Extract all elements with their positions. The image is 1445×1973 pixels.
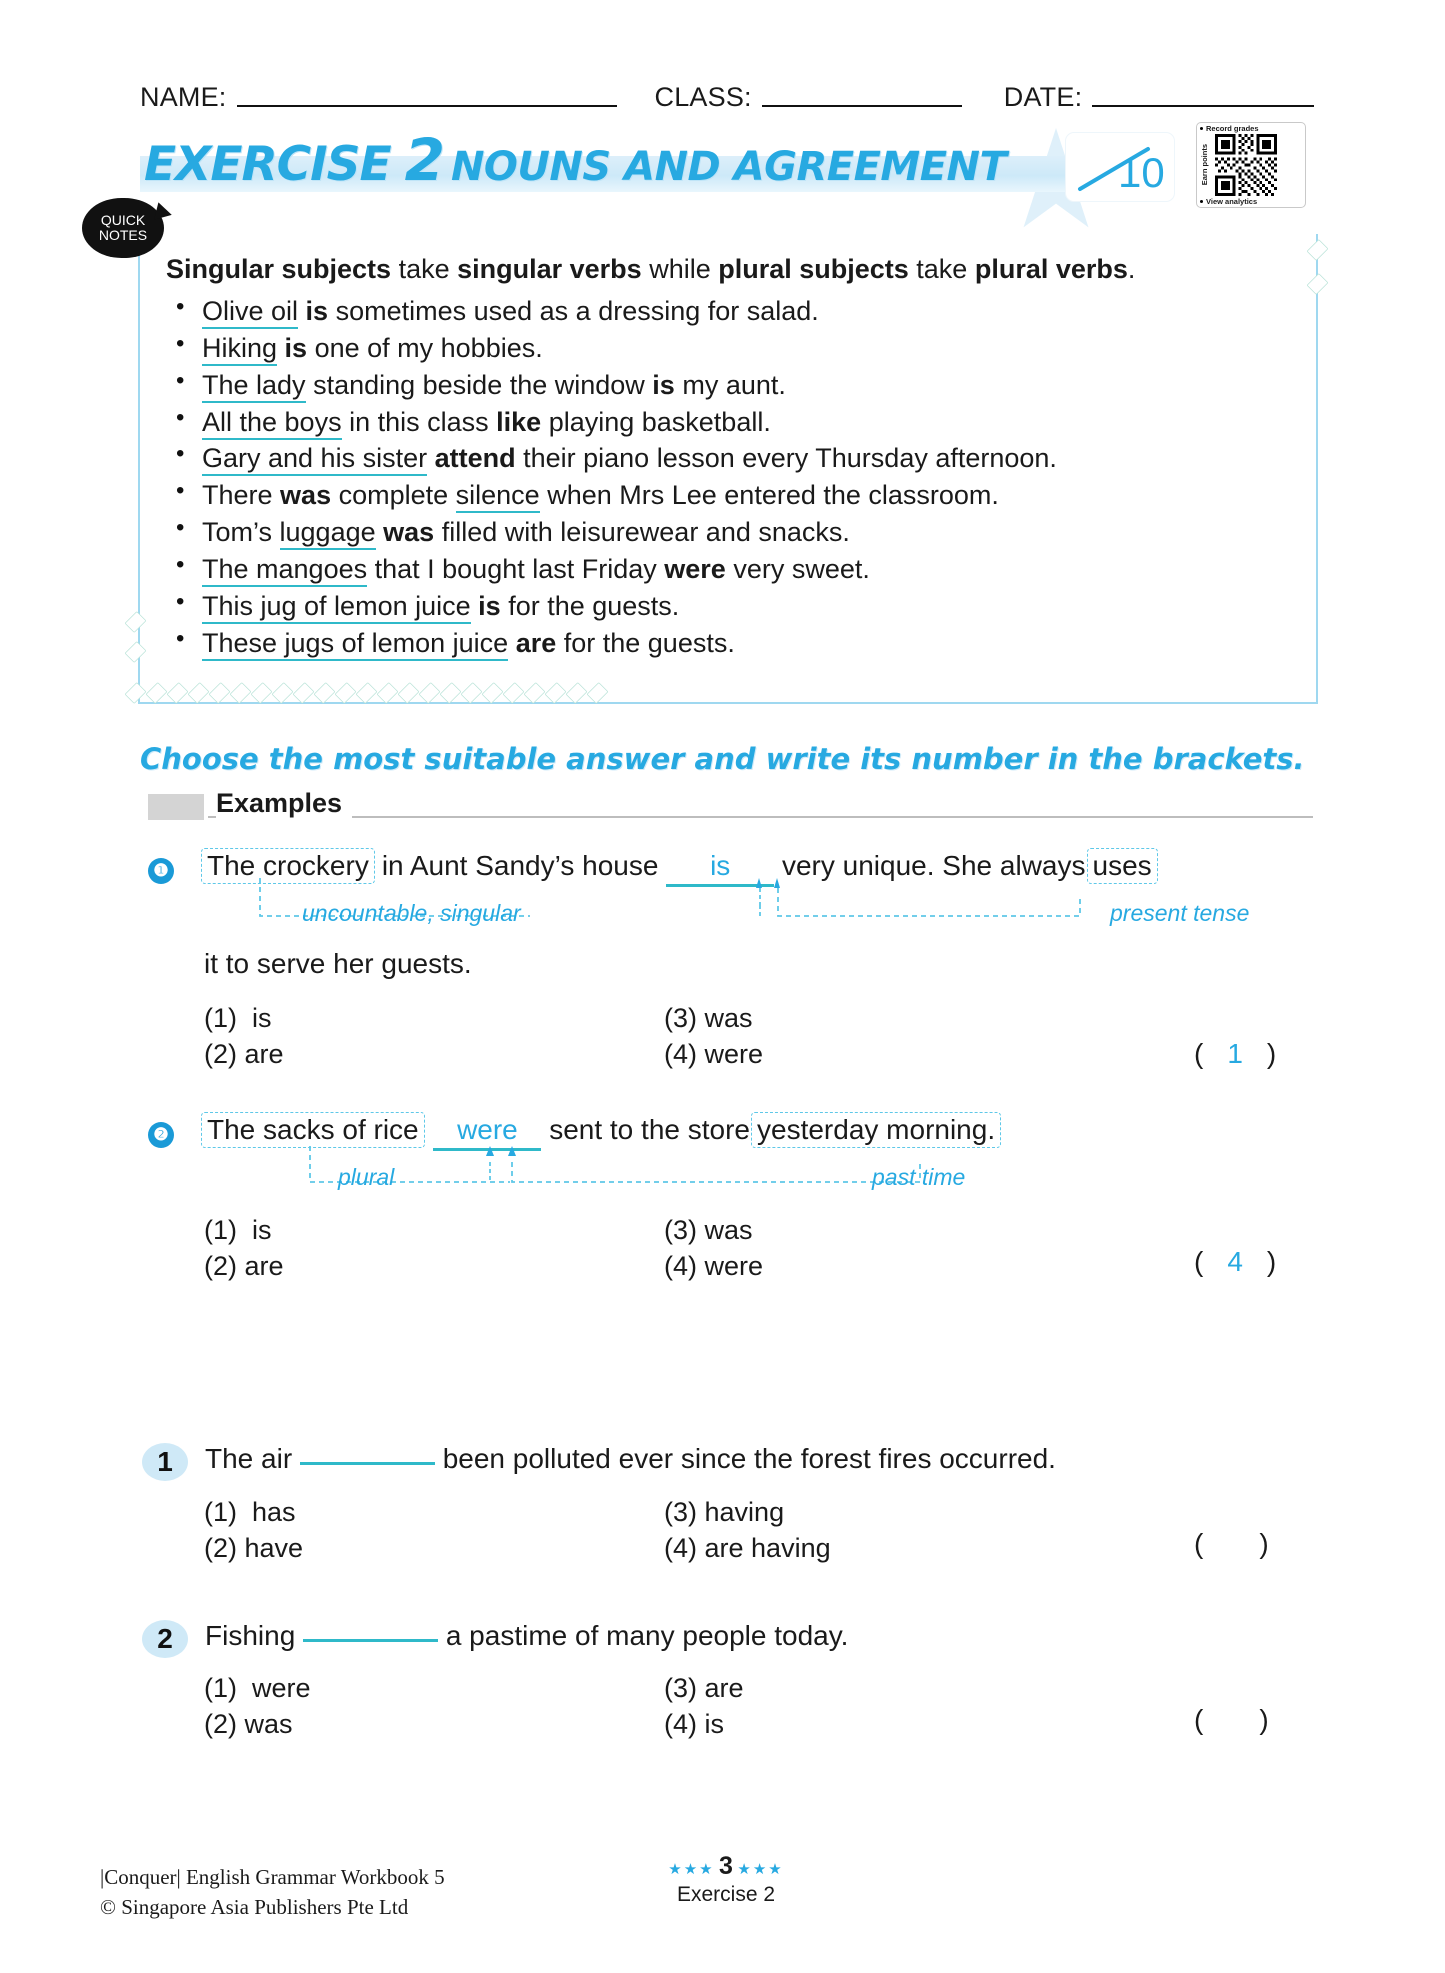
banner-title-text bbox=[144, 126, 1006, 194]
example-2-answer-bracket[interactable]: ( 4 ) bbox=[1194, 1246, 1277, 1277]
bullet-2-seg-3: my aunt. bbox=[674, 369, 786, 400]
footer-exercise-label: Exercise 2 bbox=[676, 1883, 776, 1906]
question-2-sentence bbox=[205, 1620, 848, 1652]
question-1-answer-bracket[interactable]: ( ) bbox=[1194, 1528, 1269, 1559]
question-1-options-right bbox=[664, 1494, 831, 1566]
class-input-rule[interactable] bbox=[762, 105, 962, 107]
example-1-annotation-left: uncountable, singular bbox=[302, 900, 521, 926]
example-2-annotation-left: plural bbox=[338, 1164, 395, 1190]
bullet-5-seg-2: complete bbox=[331, 480, 456, 511]
question-2-blank[interactable] bbox=[303, 1639, 438, 1642]
diamond-icon bbox=[314, 682, 336, 704]
bullet-8-seg-2: is bbox=[478, 591, 501, 622]
bullet-7-seg-1: that I bought last Friday bbox=[367, 554, 665, 585]
bullet-6-seg-4: filled with leisurewear and snacks. bbox=[434, 517, 850, 548]
qr-record-grades-row bbox=[1200, 125, 1302, 133]
diamond-icon bbox=[188, 682, 210, 704]
example-1-number: ❶ bbox=[148, 858, 174, 884]
footer-page-info bbox=[636, 1852, 816, 1907]
diamond-border-left bbox=[126, 610, 145, 664]
quick-notes-badge bbox=[82, 198, 164, 258]
example-1-annotation-right: present tense bbox=[1110, 900, 1250, 926]
bullet-1-seg-1 bbox=[277, 333, 285, 363]
bullet-7-seg-2: were bbox=[664, 554, 726, 585]
option-item[interactable]: (2) was bbox=[204, 1709, 293, 1740]
diamond-icon bbox=[125, 682, 147, 704]
bullet-6-seg-3: was bbox=[383, 517, 435, 548]
score-box[interactable] bbox=[1065, 132, 1175, 202]
bullet-5-seg-4: when Mrs Lee entered the classroom. bbox=[539, 480, 999, 511]
diamond-icon bbox=[440, 682, 462, 704]
bullet-9-seg-0: These jugs of lemon juice bbox=[202, 628, 508, 661]
diamond-icon bbox=[335, 682, 357, 704]
diamond-icon bbox=[398, 682, 420, 704]
diamond-icon bbox=[377, 682, 399, 704]
option-item[interactable]: (2) are bbox=[204, 1039, 284, 1070]
diamond-icon bbox=[125, 611, 147, 633]
notes-lead-sentence bbox=[166, 252, 1292, 287]
bullet-dot-icon bbox=[1200, 127, 1203, 130]
example-1-verb-box: uses bbox=[1087, 848, 1158, 884]
diamond-icon bbox=[167, 682, 189, 704]
diamond-icon bbox=[125, 641, 147, 663]
qr-side-label: Earn points bbox=[1200, 144, 1209, 186]
examples-label: Examples bbox=[216, 788, 352, 819]
diamond-icon bbox=[251, 682, 273, 704]
diamond-icon bbox=[356, 682, 378, 704]
bullet-3-seg-2: like bbox=[496, 406, 542, 437]
example-1-subject-box: The crockery bbox=[201, 848, 375, 884]
example-1-answer-bracket[interactable]: ( 1 ) bbox=[1194, 1038, 1277, 1069]
option-item[interactable]: (4) were bbox=[664, 1251, 764, 1282]
notes-lead-part-4: plural subjects bbox=[718, 254, 909, 284]
notes-lead-part-6: plural verbs bbox=[974, 254, 1128, 284]
diamond-icon bbox=[503, 682, 525, 704]
example-2-options-right bbox=[664, 1212, 763, 1284]
question-1-blank[interactable] bbox=[300, 1462, 435, 1465]
notes-lead-part-3: while bbox=[641, 254, 719, 284]
diamond-icon bbox=[293, 682, 315, 704]
bullet-7-seg-3: very sweet. bbox=[725, 554, 870, 585]
stars-left-icon: ★★★ bbox=[668, 1861, 715, 1878]
diamond-icon bbox=[272, 682, 294, 704]
notes-bullet-list bbox=[166, 293, 1292, 663]
diamond-icon bbox=[1307, 273, 1329, 295]
bullet-1-seg-2: is bbox=[284, 332, 308, 363]
example-2-annotation-right: past time bbox=[872, 1164, 966, 1190]
diamond-border-bottom bbox=[126, 678, 726, 708]
question-2-text-after: a pastime of many people today. bbox=[445, 1620, 849, 1651]
example-1-after-text: very unique. She always bbox=[781, 850, 1086, 881]
diamond-icon bbox=[461, 682, 483, 704]
option-item[interactable]: (4) is bbox=[664, 1709, 725, 1740]
bullet-3-seg-1: in this class bbox=[341, 406, 497, 437]
diamond-icon bbox=[566, 682, 588, 704]
option-item[interactable]: (1) were bbox=[204, 1673, 311, 1703]
example-2-blank[interactable]: were bbox=[433, 1114, 541, 1151]
diamond-border-right bbox=[1308, 238, 1327, 296]
instruction-text: Choose the most suitable answer and write its number in the brackets. bbox=[140, 742, 1305, 776]
notes-bullet-item bbox=[166, 330, 1292, 367]
diamond-icon bbox=[482, 682, 504, 704]
notes-bullet-item bbox=[166, 477, 1292, 514]
example-2-number: ❷ bbox=[148, 1122, 174, 1148]
title-subtitle: NOUNS AND AGREEMENT bbox=[450, 144, 1007, 190]
option-item[interactable]: (4) were bbox=[664, 1039, 764, 1070]
notes-bullet-item bbox=[166, 404, 1292, 441]
diamond-icon bbox=[1307, 239, 1329, 261]
notes-lead-part-5: take bbox=[908, 254, 975, 284]
date-label: DATE: bbox=[1003, 82, 1083, 112]
notes-bullet-item bbox=[166, 588, 1292, 625]
notes-lead-part-1: take bbox=[391, 254, 458, 284]
bullet-5-seg-3: silence bbox=[456, 480, 540, 513]
name-input-rule[interactable] bbox=[237, 105, 617, 107]
qr-code-card[interactable] bbox=[1196, 122, 1306, 208]
option-item[interactable]: (1) has bbox=[204, 1497, 296, 1527]
bullet-9-seg-2: are bbox=[515, 628, 557, 659]
question-2-number: 2 bbox=[142, 1620, 188, 1658]
option-item[interactable]: (3) are bbox=[664, 1673, 744, 1703]
option-item[interactable]: (3) was bbox=[664, 1003, 753, 1033]
bullet-9-seg-3: for the guests. bbox=[556, 628, 735, 659]
question-1-text-after: been polluted ever since the forest fires occurred. bbox=[442, 1443, 1056, 1474]
notes-bullet-item bbox=[166, 293, 1292, 330]
bullet-9-seg-1 bbox=[508, 628, 516, 658]
class-field-group bbox=[655, 82, 962, 113]
bullet-8-seg-0: This jug of lemon juice bbox=[202, 591, 471, 624]
qr-view-analytics-row bbox=[1200, 198, 1302, 206]
page-number: 3 bbox=[719, 1852, 733, 1880]
option-item[interactable]: (3) was bbox=[664, 1215, 753, 1245]
diamond-icon bbox=[209, 682, 231, 704]
question-1-options-left bbox=[204, 1494, 303, 1566]
question-2-options-left bbox=[204, 1670, 311, 1742]
title-number: 2 bbox=[404, 126, 445, 194]
diamond-icon bbox=[587, 682, 609, 704]
bullet-5-seg-0: There bbox=[202, 480, 281, 511]
footer-copyright bbox=[100, 1862, 445, 1923]
example-1-answer: 1 bbox=[1227, 1038, 1243, 1069]
notes-bullet-item bbox=[166, 367, 1292, 404]
question-2-answer-bracket[interactable]: ( ) bbox=[1194, 1704, 1269, 1735]
qr-bottom-label: View analytics bbox=[1206, 196, 1258, 206]
exercise-title-banner bbox=[140, 126, 1165, 194]
bullet-0-seg-3: sometimes used as a dressing for salad. bbox=[328, 295, 819, 326]
qr-top-label: Record grades bbox=[1206, 124, 1259, 133]
question-1-sentence bbox=[205, 1443, 1056, 1475]
title-word: EXERCISE bbox=[144, 137, 391, 192]
bullet-2-seg-2: is bbox=[652, 369, 675, 400]
example-2-options-left bbox=[204, 1212, 284, 1284]
bullet-6-seg-0: Tom’s bbox=[202, 517, 280, 548]
question-1-text-before: The air bbox=[205, 1443, 293, 1474]
bullet-3-seg-3: playing basketball. bbox=[541, 406, 771, 437]
bullet-1-seg-0: Hiking bbox=[202, 333, 277, 366]
bullet-2-seg-1: standing beside the window bbox=[305, 369, 653, 400]
example-2-after-text: sent to the store bbox=[549, 1114, 750, 1145]
notes-lead-part-7: . bbox=[1127, 254, 1136, 284]
notes-lead-part-2: singular verbs bbox=[457, 254, 642, 284]
bullet-dot-icon bbox=[1200, 200, 1203, 203]
notes-lead-part-0: Singular subjects bbox=[166, 254, 392, 284]
examples-chip bbox=[148, 794, 204, 820]
bullet-7-seg-0: The mangoes bbox=[202, 554, 367, 587]
example-2-time-box: yesterday morning. bbox=[751, 1112, 1001, 1148]
quick-notes-panel bbox=[138, 234, 1318, 704]
example-1-options-right bbox=[664, 1000, 763, 1072]
notes-bullet-item bbox=[166, 440, 1292, 477]
diamond-icon bbox=[419, 682, 441, 704]
option-item[interactable]: (1) is bbox=[204, 1215, 272, 1245]
diamond-icon bbox=[230, 682, 252, 704]
bullet-6-seg-1: luggage bbox=[280, 517, 376, 550]
question-1-number: 1 bbox=[142, 1443, 188, 1481]
name-label: NAME: bbox=[140, 82, 227, 112]
footer-line-1: |Conquer| English Grammar Workbook 5 bbox=[100, 1865, 445, 1889]
qr-code-icon[interactable] bbox=[1211, 134, 1281, 196]
qr-middle-row bbox=[1200, 133, 1302, 198]
class-label: CLASS: bbox=[654, 82, 752, 112]
example-1-mid-text: in Aunt Sandy’s house bbox=[381, 850, 659, 881]
option-item[interactable]: (3) having bbox=[664, 1497, 785, 1527]
date-input-rule[interactable] bbox=[1092, 105, 1314, 107]
notes-bullet-item bbox=[166, 514, 1292, 551]
question-2-text-before: Fishing bbox=[205, 1620, 296, 1651]
page-number-row bbox=[636, 1852, 816, 1881]
example-2-subject-box: The sacks of rice bbox=[201, 1112, 425, 1148]
bullet-0-seg-2: is bbox=[305, 295, 329, 326]
footer-line-2: © Singapore Asia Publishers Pte Ltd bbox=[100, 1895, 409, 1920]
notes-bullet-item bbox=[166, 625, 1292, 662]
date-field-group bbox=[1004, 82, 1315, 113]
score-total: 10 bbox=[1118, 149, 1165, 196]
bullet-4-seg-0: Gary and his sister bbox=[202, 443, 427, 476]
option-item[interactable]: (2) are bbox=[204, 1251, 284, 1282]
examples-divider bbox=[208, 816, 1313, 818]
name-field-group bbox=[140, 82, 617, 113]
bullet-3-seg-0: All the boys bbox=[202, 407, 342, 440]
option-item[interactable]: (1) is bbox=[204, 1003, 272, 1033]
bullet-2-seg-0: The lady bbox=[202, 370, 306, 403]
quick-notes-line1: QUICK bbox=[100, 212, 146, 229]
question-2-options-right bbox=[664, 1670, 744, 1742]
bullet-1-seg-3: one of my hobbies. bbox=[307, 332, 543, 363]
diamond-icon bbox=[545, 682, 567, 704]
example-1-second-line: it to serve her guests. bbox=[204, 948, 472, 979]
quick-notes-line2: NOTES bbox=[98, 227, 148, 243]
notes-bullet-item bbox=[166, 551, 1292, 588]
option-item[interactable]: (2) have bbox=[204, 1533, 304, 1564]
bullet-4-seg-2: attend bbox=[434, 443, 516, 474]
bullet-0-seg-0: Olive oil bbox=[202, 296, 298, 329]
student-info-row bbox=[140, 82, 1345, 113]
diamond-icon bbox=[146, 682, 168, 704]
example-1-options-left bbox=[204, 1000, 284, 1072]
option-item[interactable]: (4) are having bbox=[664, 1533, 831, 1564]
diamond-icon bbox=[524, 682, 546, 704]
example-2-answer: 4 bbox=[1227, 1246, 1243, 1277]
bullet-5-seg-1: was bbox=[280, 480, 332, 511]
examples-header bbox=[148, 788, 1313, 826]
stars-right-icon: ★★★ bbox=[737, 1861, 784, 1878]
bullet-4-seg-1 bbox=[427, 443, 435, 473]
bullet-8-seg-3: for the guests. bbox=[500, 591, 680, 622]
example-1-blank[interactable]: is bbox=[666, 850, 774, 887]
bullet-4-seg-3: their piano lesson every Thursday afternoon. bbox=[515, 443, 1057, 474]
bullet-0-seg-1 bbox=[298, 296, 306, 326]
